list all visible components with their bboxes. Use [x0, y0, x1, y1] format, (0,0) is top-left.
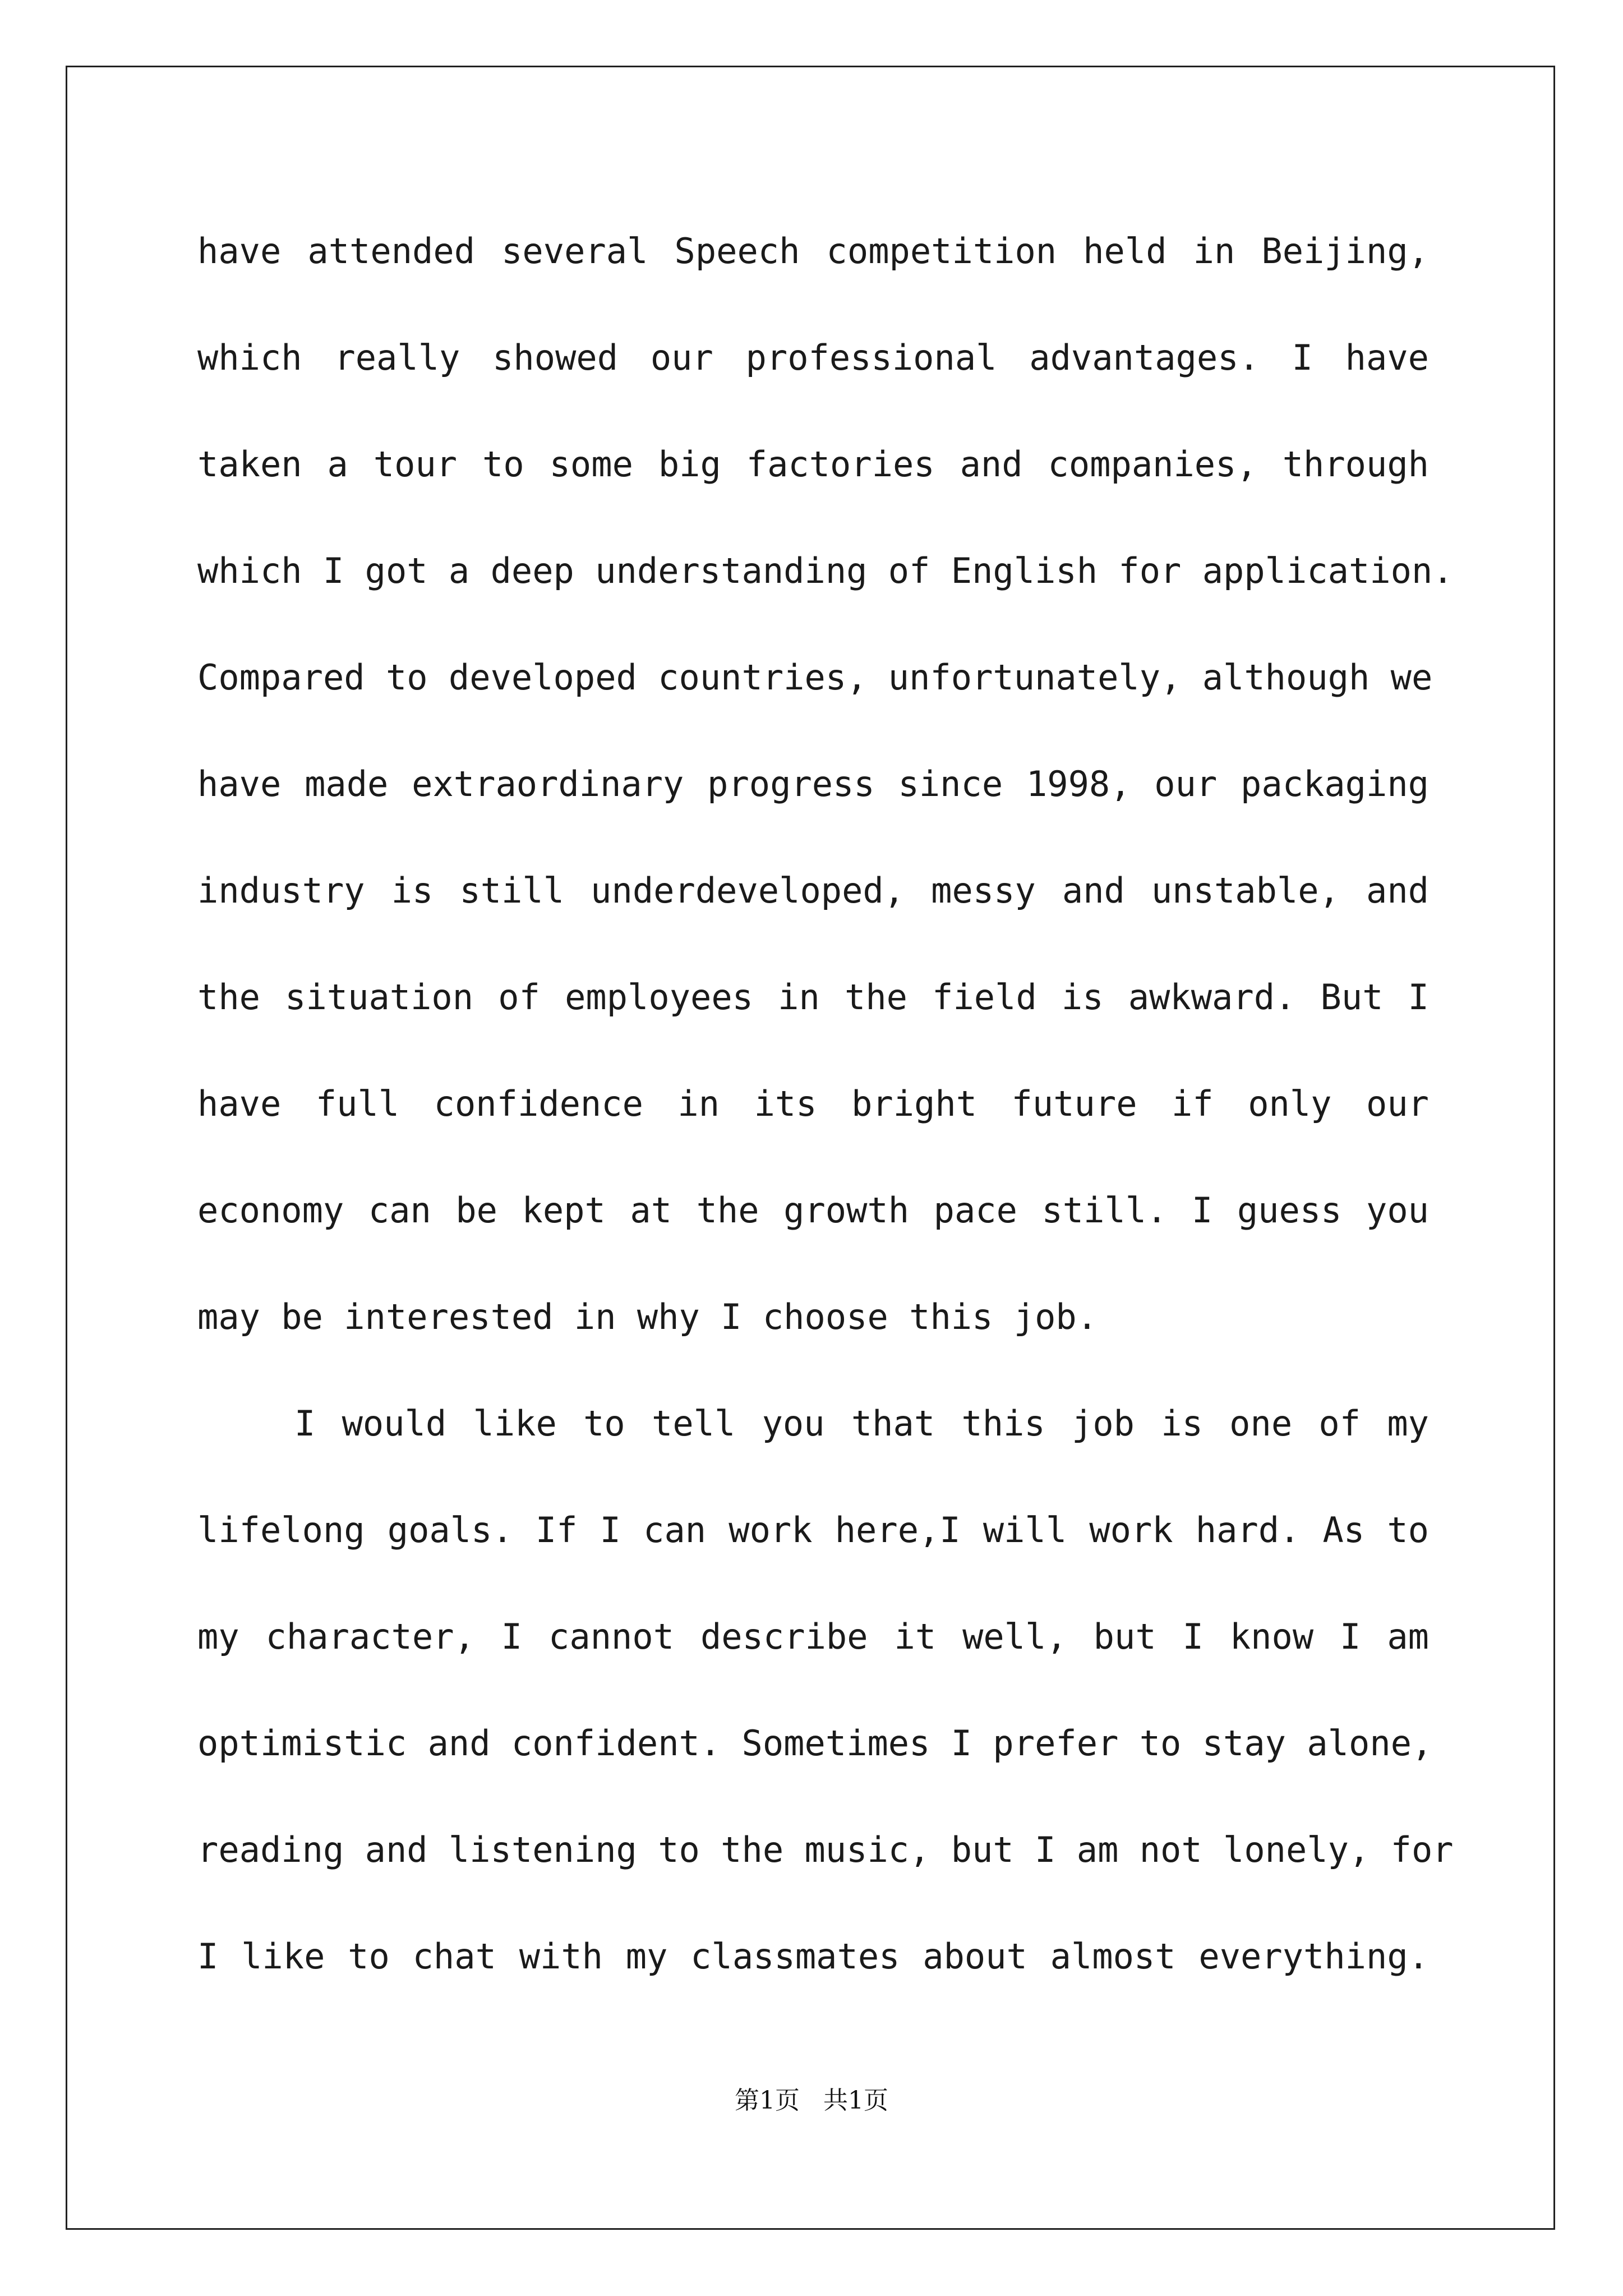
text-line: taken a tour to some big factories and companies, through: [197, 444, 1429, 485]
text-line: reading and listening to the music, but I am not lonely, for: [197, 1829, 1454, 1870]
page-footer: [0, 2084, 1623, 2118]
page-total: 共1页: [823, 2086, 888, 2115]
text-line: industry is still underdeveloped, messy and unstable, and: [197, 870, 1429, 911]
text-line: lifelong goals. If I can work here,I will work hard. As to: [197, 1510, 1429, 1550]
text-line: which I got a deep understanding of English for application.: [197, 550, 1454, 591]
text-line: have full confidence in its bright future if only our: [197, 1083, 1429, 1124]
text-line: have attended several Speech competition held in Beijing,: [197, 231, 1429, 272]
text-line: my character, I cannot describe it well, but I know I am: [197, 1616, 1429, 1657]
text-line: may be interested in why I choose this job.: [197, 1296, 1098, 1337]
page-border: [66, 66, 1555, 2230]
page-number: 第1页: [735, 2086, 800, 2115]
text-line: I like to chat with my classmates about almost everything.: [197, 1936, 1429, 1977]
text-line: have made extraordinary progress since 1998, our packaging: [197, 763, 1429, 804]
text-line: I would like to tell you that this job is one of my: [294, 1403, 1429, 1444]
text-line: Compared to developed countries, unfortunately, although we: [197, 657, 1433, 698]
text-line: which really showed our professional advantages. I have: [197, 337, 1429, 378]
text-line: optimistic and confident. Sometimes I prefer to stay alone,: [197, 1723, 1433, 1764]
text-line: the situation of employees in the field is awkward. But I: [197, 977, 1429, 1018]
text-line: economy can be kept at the growth pace still. I guess you: [197, 1190, 1429, 1231]
